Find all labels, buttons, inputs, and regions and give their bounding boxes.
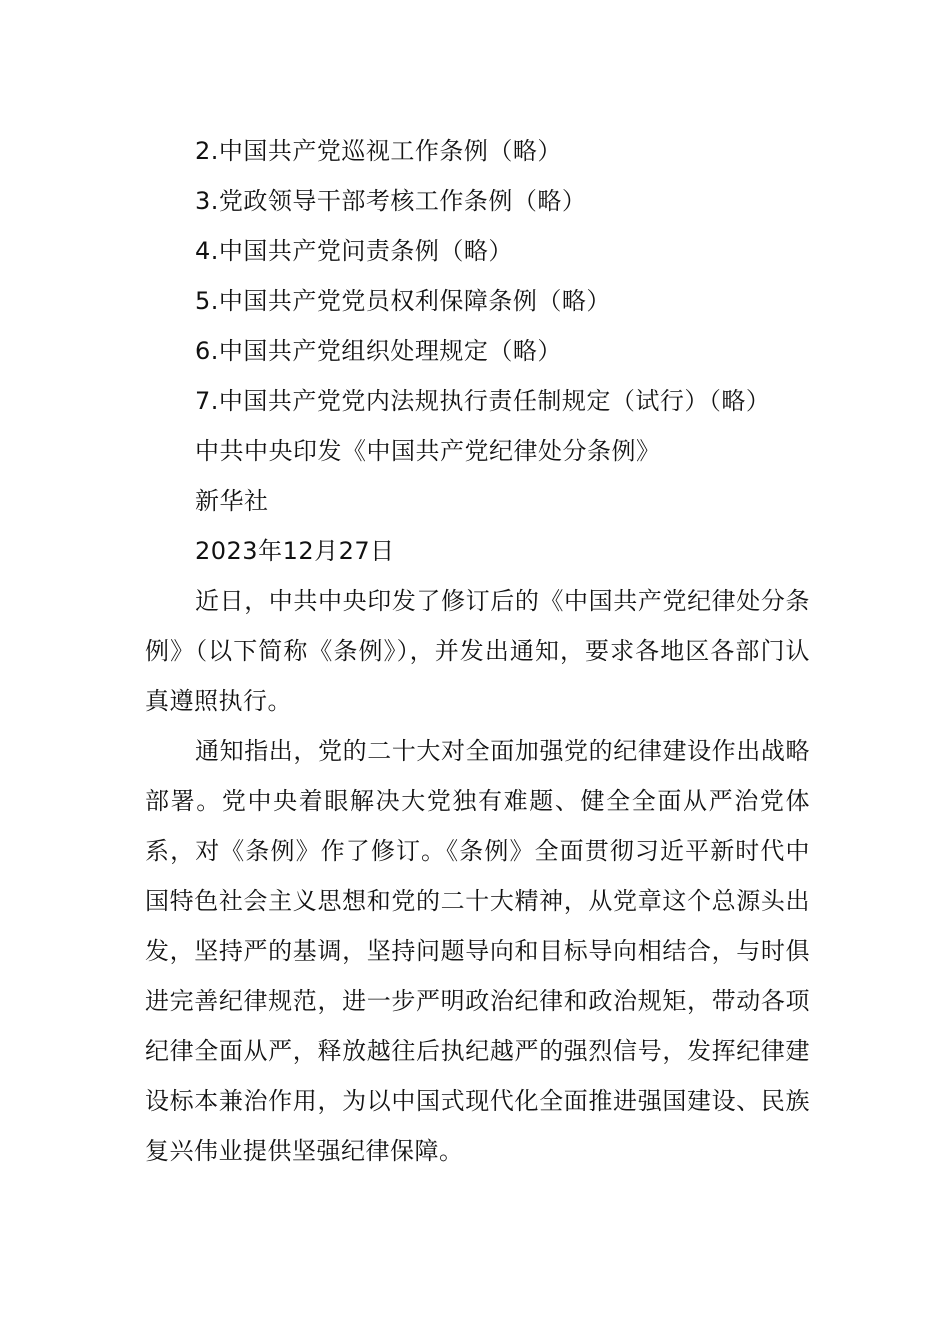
list-item: 5.中国共产党党员权利保障条例（略） xyxy=(195,287,611,315)
list-item: 3.党政领导干部考核工作条例（略） xyxy=(195,187,587,215)
list-item: 7.中国共产党党内法规执行责任制规定（试行）（略） xyxy=(195,387,771,415)
article-source: 新华社 xyxy=(195,487,269,515)
list-item: 4.中国共产党问责条例（略） xyxy=(195,237,513,265)
article-headline: 中共中央印发《中国共产党纪律处分条例》 xyxy=(195,437,661,465)
list-item: 2.中国共产党巡视工作条例（略） xyxy=(195,137,562,165)
body-paragraph: 近日，中共中央印发了修订后的《中国共产党纪律处分条例》（以下简称《条例》），并发出通知，要求各地区各部门认真遵照执行。 xyxy=(145,587,810,715)
article-date: 2023年12月27日 xyxy=(195,537,395,565)
document-body xyxy=(145,126,810,1176)
list-item: 6.中国共产党组织处理规定（略） xyxy=(195,337,562,365)
body-paragraph: 通知指出，党的二十大对全面加强党的纪律建设作出战略部署。党中央着眼解决大党独有难题、健全全面从严治党体系，对《条例》作了修订。《条例》全面贯彻习近平新时代中国特色社会主义思想和党的二十大精神，从党章这个总源头出发，坚持严的基调，坚持问题导向和目标导向相结合，与时俱进完善纪律规范，进一步严明政治纪律和政治规矩，带动各项纪律全面从严，释放越往后执纪越严的强烈信号，发挥纪律建设标本兼治作用，为以中国式现代化全面推进强国建设、民族复兴伟业提供坚强纪律保障。 xyxy=(145,737,810,1165)
